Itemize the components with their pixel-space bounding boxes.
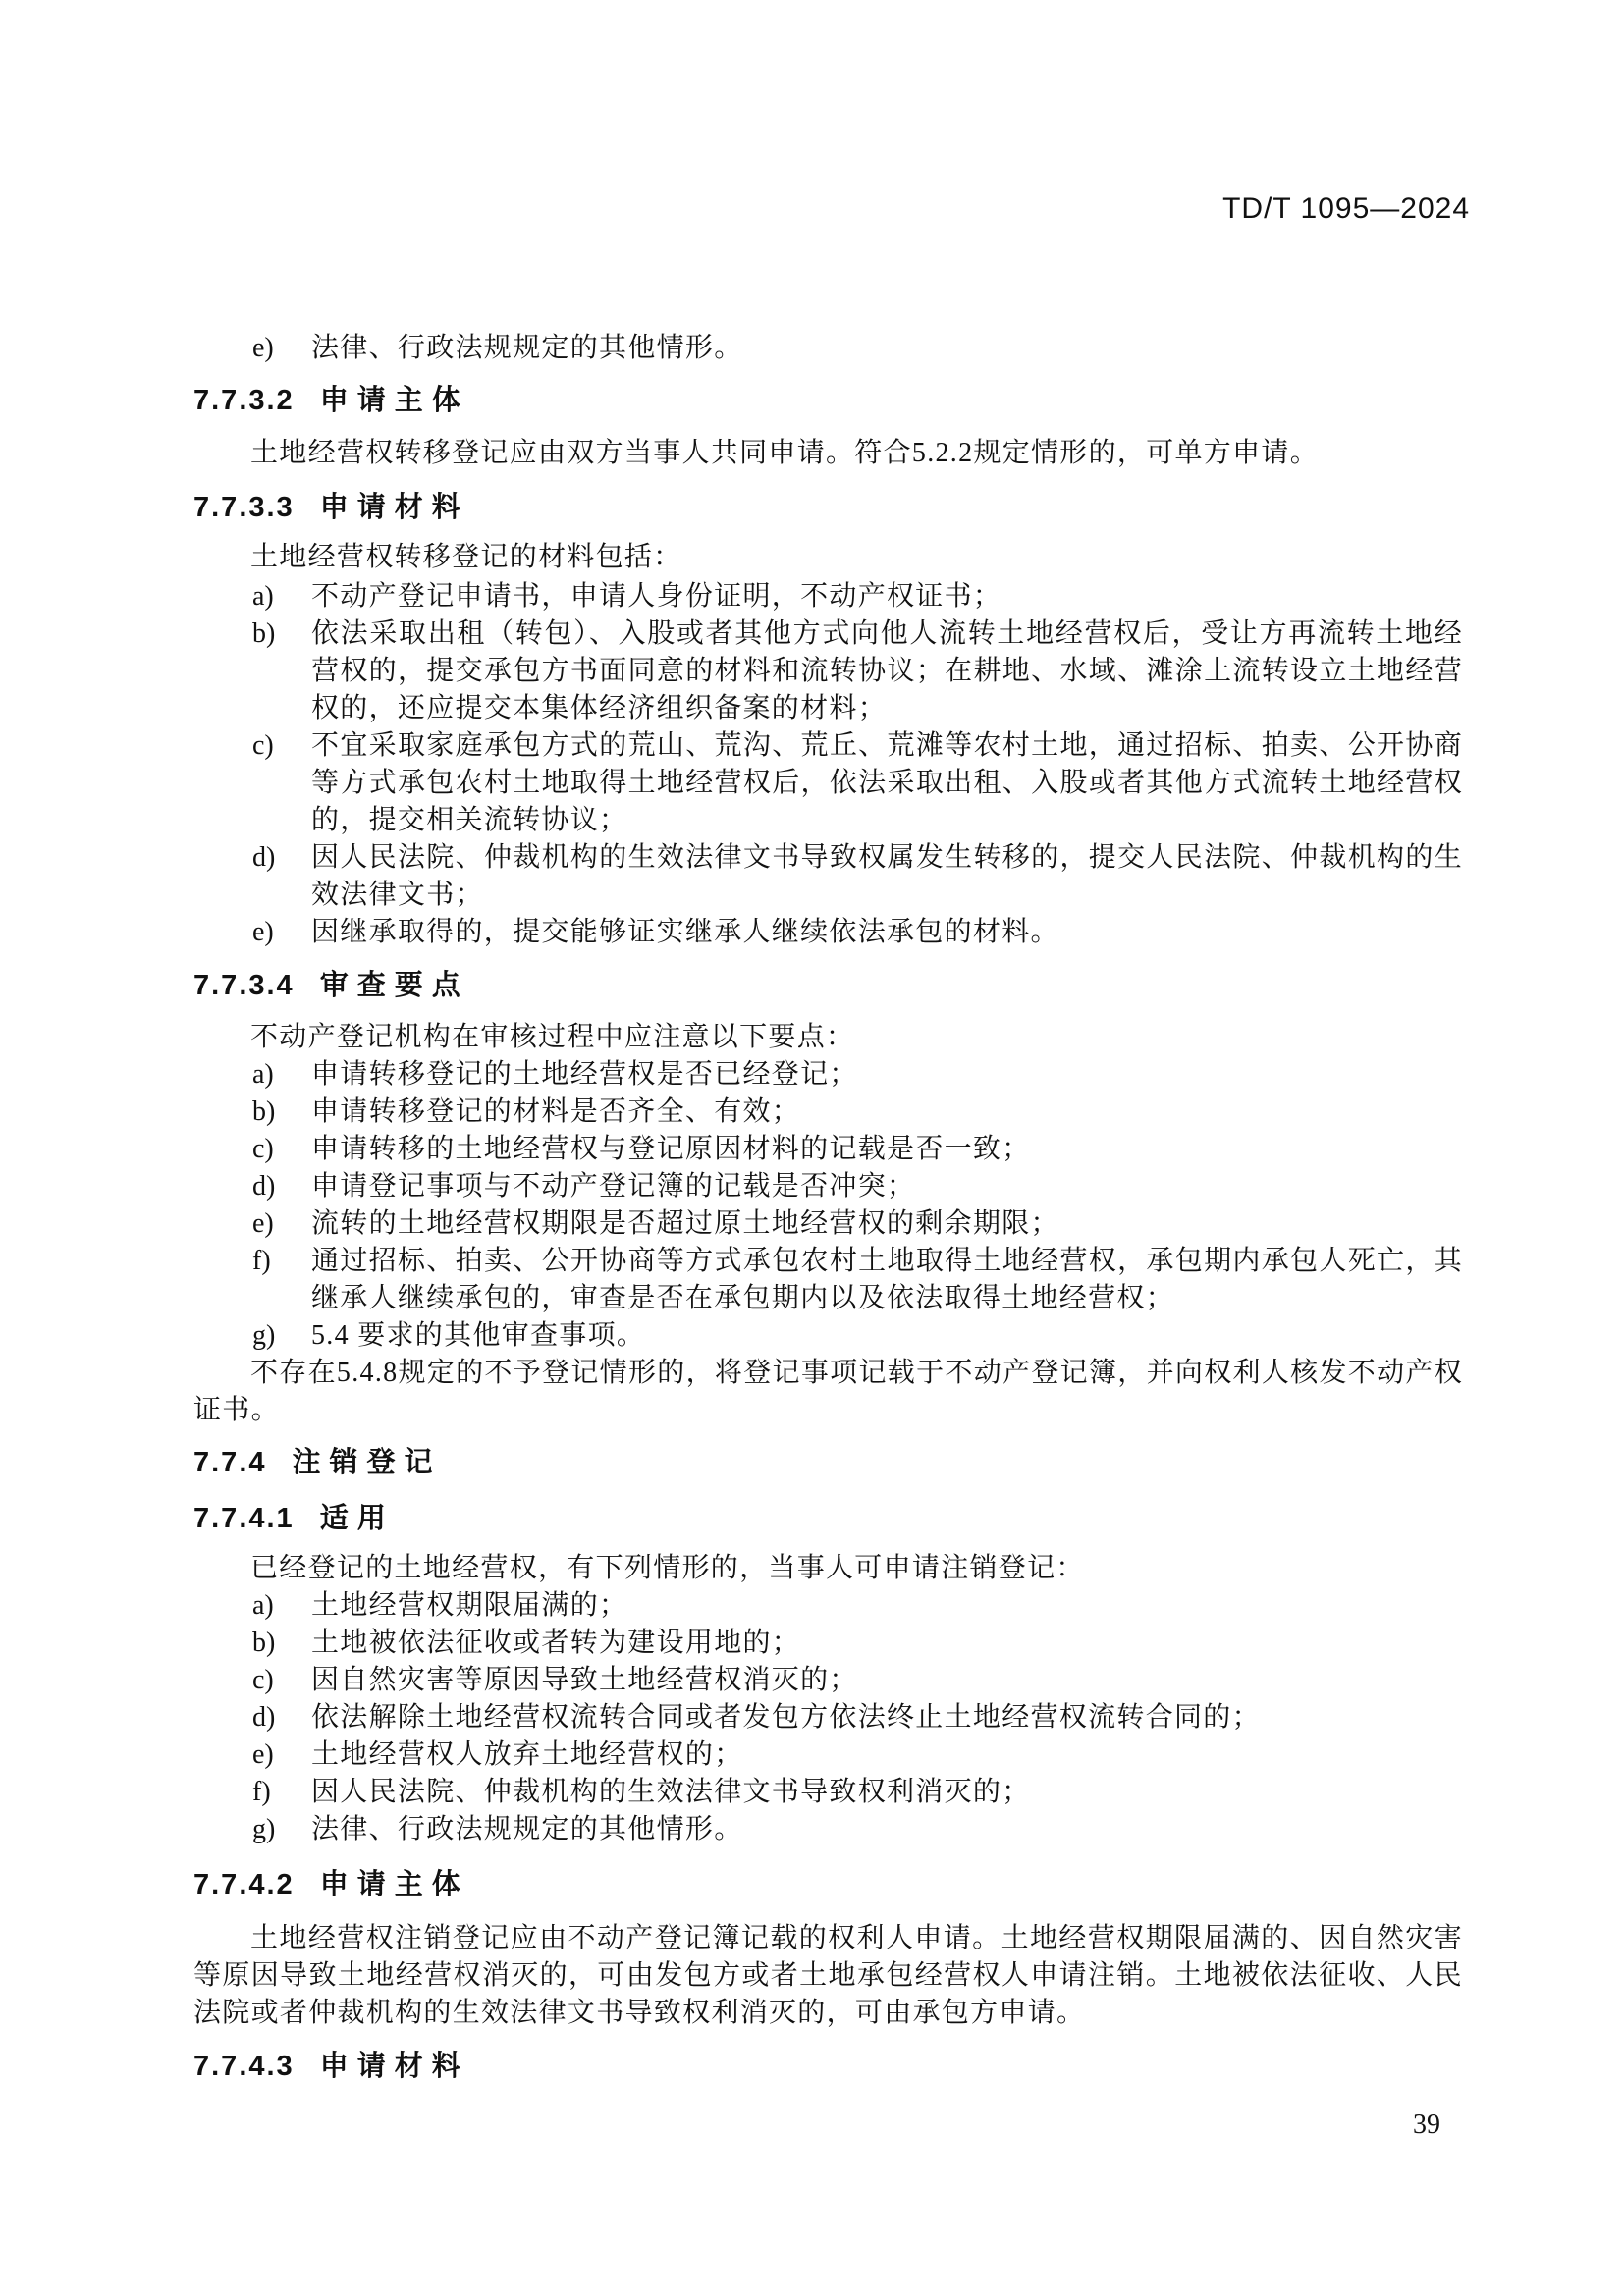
list-item-label: g) — [252, 1814, 276, 1844]
section-number: 7.7.3.2 — [193, 385, 295, 416]
list-item-label: c) — [252, 730, 274, 761]
list-item — [193, 1131, 1463, 1168]
standard-code-header: TD/T 1095—2024 — [1222, 192, 1470, 225]
list-item — [193, 1625, 1463, 1662]
list-item-text: 因继承取得的，提交能够证实继承人继续依法承包的材料。 — [311, 917, 1059, 947]
list-item-label: a) — [252, 581, 274, 612]
list-item-label: e) — [252, 917, 274, 947]
list-item — [193, 1811, 1463, 1848]
section-number: 7.7.4 — [193, 1447, 267, 1478]
list-item — [193, 1243, 1463, 1317]
list-item — [193, 578, 1463, 615]
list-item-label: c) — [252, 1665, 274, 1695]
lettered-list — [193, 578, 1463, 951]
list-item-text: 通过招标、拍卖、公开协商等方式承包农村土地取得土地经营权，承包期内承包人死亡，其继承人继续承包的，审查是否在承包期内以及依法取得土地经营权； — [311, 1246, 1463, 1313]
list-item-text: 法律、行政法规规定的其他情形。 — [311, 1814, 743, 1844]
list-item — [193, 1774, 1463, 1811]
list-item-text: 依法解除土地经营权流转合同或者发包方依法终止土地经营权流转合同的； — [311, 1702, 1261, 1733]
list-item — [193, 727, 1463, 839]
section-number: 7.7.3.4 — [193, 970, 295, 1001]
list-item-label: a) — [252, 1059, 274, 1090]
section-title: 适用 — [319, 1503, 395, 1534]
list-item — [193, 330, 1463, 367]
list-item-text: 因自然灾害等原因导致土地经营权消灭的； — [311, 1665, 858, 1695]
section-number: 7.7.4.1 — [193, 1503, 295, 1534]
section-number: 7.7.4.2 — [193, 1869, 295, 1900]
list-item-label: b) — [252, 1628, 276, 1658]
list-item — [193, 1699, 1463, 1736]
paragraph: 土地经营权注销登记应由不动产登记簿记载的权利人申请。土地经营权期限届满的、因自然灾害等原因导致土地经营权消灭的，可由发包方或者土地承包经营权人申请注销。土地被依法征收、人民法院或者仲裁机构的生效法律文书导致权利消灭的，可由承包方申请。 — [193, 1923, 1463, 2028]
section-title: 申请材料 — [319, 492, 469, 523]
section-heading-7734 — [193, 967, 1463, 1004]
list-item-label: e) — [252, 1739, 274, 1770]
section-heading-7741 — [193, 1500, 1463, 1537]
list-item-text: 申请转移的土地经营权与登记原因材料的记载是否一致； — [311, 1134, 1031, 1164]
list-item-label: a) — [252, 1590, 274, 1621]
list-item-text: 5.4 要求的其他审查事项。 — [311, 1320, 646, 1351]
section-heading-7743 — [193, 2048, 1463, 2085]
list-item-label: e) — [252, 333, 274, 363]
lettered-list — [193, 1587, 1463, 1848]
list-item-text: 依法采取出租（转包）、入股或者其他方式向他人流转土地经营权后，受让方再流转土地经营权的，提交承包方书面同意的材料和流转协议；在耕地、水域、滩涂上流转设立土地经营权的，还应提交本集体经济组织备案的材料； — [311, 618, 1463, 723]
list-item — [193, 1168, 1463, 1205]
list-item-label: c) — [252, 1134, 274, 1164]
section-title: 申请材料 — [319, 2051, 469, 2082]
list-item-text: 因人民法院、仲裁机构的生效法律文书导致权利消灭的； — [311, 1777, 1031, 1807]
page-number: 39 — [1413, 2109, 1440, 2140]
section-heading-7742 — [193, 1866, 1463, 1903]
list-item — [193, 1662, 1463, 1699]
list-item-text: 申请登记事项与不动产登记簿的记载是否冲突； — [311, 1171, 916, 1201]
list-item-text: 法律、行政法规规定的其他情形。 — [311, 333, 743, 363]
list-item — [193, 1587, 1463, 1625]
list-item-label: g) — [252, 1320, 276, 1351]
list-item-text: 土地经营权期限届满的； — [311, 1590, 628, 1621]
section-heading-774 — [193, 1444, 1463, 1481]
list-item — [193, 839, 1463, 914]
list-item-text: 流转的土地经营权期限是否超过原土地经营权的剩余期限； — [311, 1208, 1059, 1239]
document-body — [193, 330, 1463, 2085]
section-title: 申请主体 — [319, 385, 469, 416]
section-number: 7.7.3.3 — [193, 492, 295, 523]
paragraph: 土地经营权转移登记的材料包括： — [250, 542, 682, 572]
list-item-text: 不宜采取家庭承包方式的荒山、荒沟、荒丘、荒滩等农村土地，通过招标、拍卖、公开协商等方式承包农村土地取得土地经营权后，依法采取出租、入股或者其他方式流转土地经营权的，提交相关流转协议； — [311, 730, 1463, 835]
list-item-text: 不动产登记申请书，申请人身份证明，不动产权证书； — [311, 581, 1002, 612]
list-item — [193, 1736, 1463, 1774]
paragraph: 不存在5.4.8规定的不予登记情形的，将登记事项记载于不动产登记簿，并向权利人核发不动产权证书。 — [193, 1358, 1463, 1425]
list-item-label: f) — [252, 1777, 271, 1807]
list-item — [193, 1094, 1463, 1131]
list-item — [193, 914, 1463, 951]
list-item-label: b) — [252, 618, 276, 649]
list-item-label: b) — [252, 1096, 276, 1127]
list-item-label: e) — [252, 1208, 274, 1239]
list-item-label: d) — [252, 842, 276, 873]
list-item-text: 因人民法院、仲裁机构的生效法律文书导致权属发生转移的，提交人民法院、仲裁机构的生效法律文书； — [311, 842, 1463, 910]
paragraph: 已经登记的土地经营权，有下列情形的，当事人可申请注销登记： — [250, 1553, 1085, 1583]
section-title: 审查要点 — [319, 970, 469, 1001]
list-item-text: 申请转移登记的材料是否齐全、有效； — [311, 1096, 801, 1127]
paragraph: 土地经营权转移登记应由双方当事人共同申请。符合5.2.2规定情形的，可单方申请。 — [250, 438, 1320, 468]
section-number: 7.7.4.3 — [193, 2051, 295, 2082]
section-heading-7733 — [193, 489, 1463, 526]
list-item-label: f) — [252, 1246, 271, 1276]
list-item-text: 土地被依法征收或者转为建设用地的； — [311, 1628, 801, 1658]
list-item-text: 土地经营权人放弃土地经营权的； — [311, 1739, 743, 1770]
list-item — [193, 1056, 1463, 1094]
list-item-label: d) — [252, 1702, 276, 1733]
list-item-label: d) — [252, 1171, 276, 1201]
list-item — [193, 615, 1463, 727]
list-item-text: 申请转移登记的土地经营权是否已经登记； — [311, 1059, 858, 1090]
section-title: 申请主体 — [319, 1869, 469, 1900]
list-item — [193, 1205, 1463, 1243]
section-title: 注销登记 — [292, 1447, 442, 1478]
lettered-list — [193, 1056, 1463, 1355]
list-item — [193, 1317, 1463, 1355]
section-heading-7732 — [193, 382, 1463, 419]
paragraph: 不动产登记机构在审核过程中应注意以下要点： — [250, 1022, 855, 1052]
